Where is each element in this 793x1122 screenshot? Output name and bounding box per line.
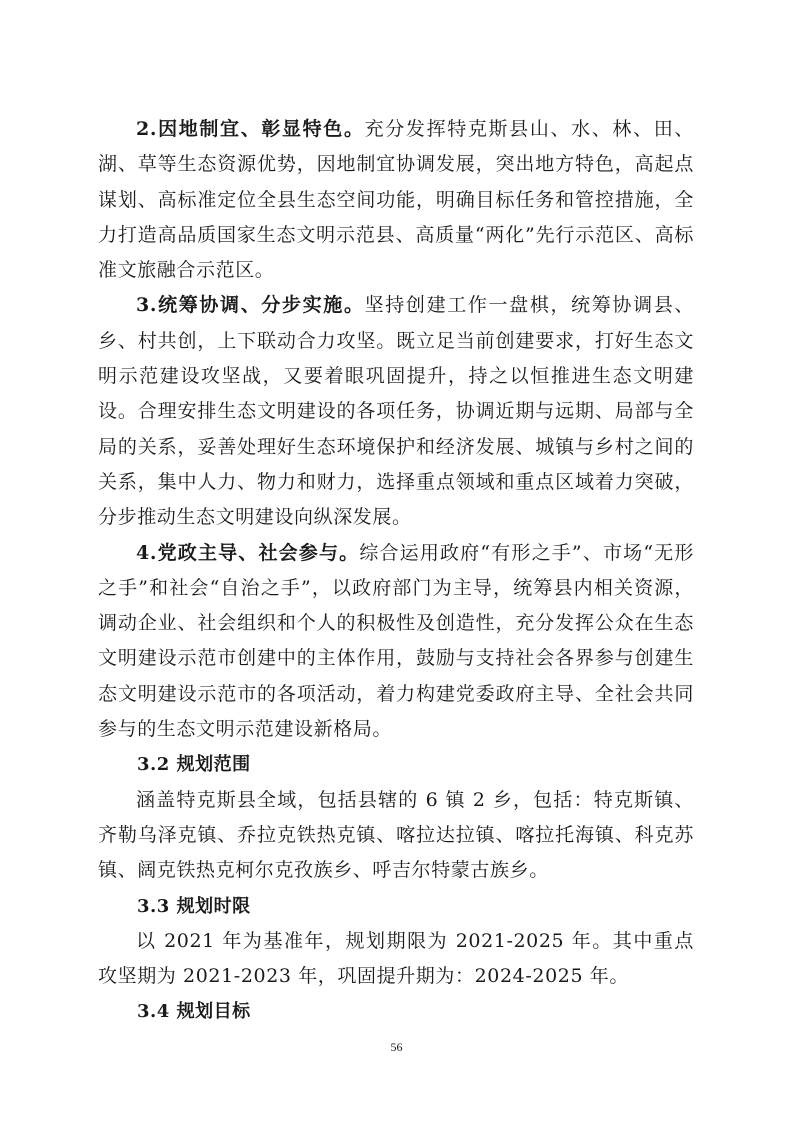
page-number: 56: [390, 1040, 403, 1054]
principle-paragraph-4: [98, 536, 694, 748]
document-page: [98, 112, 694, 1030]
principle-paragraph-2: [98, 112, 694, 288]
planning-scope-paragraph: 涵盖特克斯县全域，包括县辖的 6 镇 2 乡，包括：特克斯镇、齐勒乌泽克镇、乔拉克铁热克镇、喀拉达拉镇、喀拉托海镇、科克苏镇、阔克铁热克柯尔克孜族乡、呼吉尔特蒙古族乡。: [98, 788, 694, 882]
principle-body-3: 坚持创建工作一盘棋，统筹协调县、乡、村共创，上下联动合力攻坚。既立足当前创建要求，打好生态文明示范建设攻坚战，又要着眼巩固提升，持之以恒推进生态文明建设。合理安排生态文明建设的各项任务，协调近期与远期、局部与全局的关系，妥善处理好生态环境保护和经济发展、城镇与乡村之间的关系，集中人力、物力和财力，选择重点领域和重点区域着力突破，分步推动生态文明建设向纵深发展。: [98, 294, 694, 529]
section-heading-planning-goals: 3.4 规划目标: [137, 1001, 251, 1023]
principle-body-2: 充分发挥特克斯县山、水、林、田、湖、草等生态资源优势，因地制宜协调发展，突出地方特色，高起点谋划、高标准定位全县生态空间功能，明确目标任务和管控措施，全力打造高品质国家生态文明示范县、高质量“两化”先行示范区、高标准文旅融合示范区。: [98, 118, 694, 282]
principle-lead-3: 3.统筹协调、分步实施。: [136, 294, 365, 317]
principle-body-4: 综合运用政府“有形之手”、市场“无形之手”和社会“自治之手”，以政府部门为主导，统筹县内相关资源，调动企业、社会组织和个人的积极性及创造性，充分发挥公众在生态文明建设示范市创建中的主体作用，鼓励与支持社会各界参与创建生态文明建设示范市的各项活动，着力构建党委政府主导、全社会共同参与的生态文明示范建设新格局。: [98, 541, 694, 741]
section-heading-planning-period: 3.3 规划时限: [137, 895, 251, 917]
principle-lead-2: 2.因地制宜、彰显特色。: [136, 118, 365, 140]
section-heading-planning-scope: 3.2 规划范围: [137, 754, 251, 776]
planning-period-paragraph: 以 2021 年为基准年，规划期限为 2021-2025 年。其中重点攻坚期为 2021-2023 年，巩固提升期为：2024-2025 年。: [98, 929, 694, 988]
principle-paragraph-3: [98, 288, 694, 535]
principle-lead-4: 4.党政主导、社会参与。: [136, 541, 360, 564]
